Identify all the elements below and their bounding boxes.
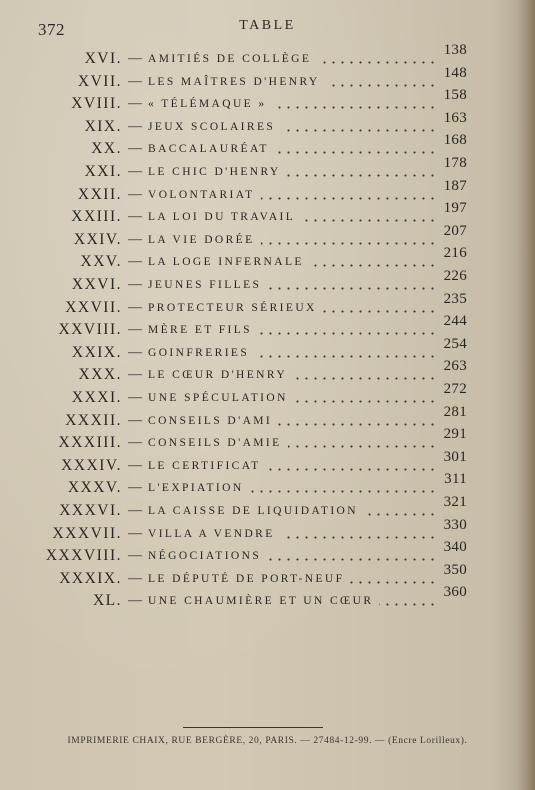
dot-leader: [287, 174, 437, 177]
chapter-page-number: 226: [443, 268, 467, 284]
chapter-number: XL.: [92, 592, 122, 610]
chapter-page-number: 254: [443, 335, 467, 352]
chapter-page-number: 311: [444, 471, 467, 488]
chapter-number: XVIII.: [71, 95, 122, 113]
chapter-dash: —: [128, 118, 142, 134]
dot-leader: [261, 197, 437, 200]
chapter-page-number: 207: [443, 222, 467, 239]
chapter-number: XXV.: [80, 253, 122, 271]
chapter-dash: —: [128, 435, 142, 451]
chapter-title: LE CERTIFICAT: [148, 459, 261, 472]
chapter-number: XIX.: [84, 117, 122, 135]
chapter-dash: —: [128, 457, 142, 473]
chapter-number: XXII.: [77, 185, 122, 203]
chapter-number: XXXII.: [65, 411, 122, 429]
chapter-title: « TÉLÉMAQUE »: [148, 98, 267, 111]
chapter-number: XXXV.: [67, 479, 122, 497]
chapter-number: XXIX.: [71, 343, 122, 361]
chapter-dash: —: [128, 412, 142, 428]
chapter-dash: —: [128, 73, 142, 89]
chapter-page-number: 187: [443, 177, 467, 194]
chapter-page-number: 263: [443, 358, 467, 375]
dot-leader: [364, 513, 437, 516]
chapter-number: XXXIV.: [61, 456, 122, 474]
chapter-dash: —: [128, 299, 142, 315]
chapter-page-number: 272: [443, 381, 467, 397]
chapter-page-number: 301: [443, 448, 467, 465]
chapter-page-number: 340: [443, 539, 467, 556]
chapter-dash: —: [128, 367, 142, 383]
chapter-dash: —: [128, 390, 142, 405]
dot-leader: [310, 264, 437, 267]
chapter-dash: —: [128, 503, 142, 518]
chapter-dash: —: [128, 570, 142, 586]
chapter-dash: —: [128, 186, 142, 202]
chapter-number: XVII.: [77, 72, 122, 90]
chapter-dash: —: [128, 593, 142, 609]
chapter-title: LA CAISSE DE LIQUIDATION: [148, 505, 358, 517]
chapter-page-number: 360: [443, 584, 467, 601]
chapter-number: XXXVI.: [59, 502, 122, 519]
chapter-page-number: 148: [443, 64, 467, 81]
chapter-number: XXIV.: [73, 230, 122, 248]
chapter-title: LA VIE DORÉE: [148, 233, 255, 246]
dot-leader: [294, 400, 437, 403]
footer-rule: [183, 727, 323, 728]
chapter-title: UNE CHAUMIÈRE ET UN CŒUR: [148, 595, 374, 608]
chapter-title: LES MAÎTRES D'HENRY: [148, 75, 320, 88]
chapter-title: UNE SPÉCULATION: [148, 392, 288, 404]
chapter-number: XXXVIII.: [45, 547, 122, 565]
chapter-page-number: 330: [443, 516, 467, 533]
dot-leader: [267, 287, 437, 290]
chapter-dash: —: [128, 209, 142, 225]
dot-leader: [301, 219, 437, 222]
dot-leader: [278, 423, 437, 426]
dot-leader: [281, 129, 437, 132]
chapter-page-number: 163: [443, 109, 467, 126]
chapter-page-number: 158: [443, 87, 467, 104]
chapter-page-number: 291: [443, 426, 467, 443]
chapter-page-number: 197: [443, 200, 467, 217]
printer-imprint: IMPRIMERIE CHAIX, RUE BERGÈRE, 20, PARIS. — 27484-12-99. — (Encre Lorilleux).: [67, 736, 468, 746]
chapter-number: XXVI.: [71, 276, 122, 293]
dot-leader: [350, 581, 437, 584]
chapter-dash: —: [128, 322, 142, 338]
chapter-dash: —: [128, 254, 142, 270]
chapter-title: CONSEILS D'AMI: [148, 414, 273, 427]
chapter-number: XXXVII.: [52, 524, 122, 542]
chapter-number: XXXI.: [71, 389, 122, 406]
dot-leader: [250, 490, 437, 493]
dot-leader: [261, 242, 437, 245]
chapter-page-number: 216: [443, 245, 467, 262]
chapter-dash: —: [128, 548, 142, 564]
chapter-number: XXIII.: [71, 208, 122, 226]
dot-leader: [288, 445, 437, 448]
chapter-dash: —: [128, 231, 142, 247]
chapter-title: JEUX SCOLAIRES: [148, 120, 276, 133]
chapter-dash: —: [128, 164, 142, 179]
dot-leader: [323, 310, 437, 313]
chapter-page-number: 350: [443, 561, 467, 578]
chapter-number: XX.: [91, 140, 122, 158]
chapter-page-number: 321: [443, 494, 467, 510]
chapter-dash: —: [128, 277, 142, 292]
chapter-title: VOLONTARIAT: [148, 188, 255, 201]
chapter-title: LA LOI DU TRAVAIL: [148, 211, 296, 224]
chapter-page-number: 281: [443, 403, 467, 420]
page-number: 372: [38, 20, 65, 39]
dot-leader: [379, 603, 437, 606]
dot-leader: [255, 355, 437, 358]
dot-leader: [258, 332, 437, 335]
chapter-number: XXVII.: [65, 298, 122, 316]
chapter-number: XXXIX.: [59, 569, 122, 587]
toc-entry: [0, 584, 535, 612]
dot-leader: [281, 536, 437, 539]
chapter-title: VILLA A VENDRE: [148, 527, 275, 540]
dot-leader: [273, 106, 437, 109]
running-head: TABLE: [239, 18, 296, 33]
chapter-page-number: 235: [443, 290, 467, 307]
chapter-title: BACCALAURÉAT: [148, 143, 269, 156]
chapter-title: NÉGOCIATIONS: [148, 550, 262, 563]
chapter-page-number: 138: [443, 42, 467, 58]
dot-leader: [293, 377, 437, 380]
chapter-number: XXXIII.: [58, 434, 122, 452]
chapter-number: XXX.: [78, 366, 122, 384]
chapter-dash: —: [128, 51, 142, 66]
chapter-page-number: 178: [443, 155, 467, 171]
chapter-number: XVI.: [84, 50, 122, 67]
chapter-title: GOINFRERIES: [148, 346, 250, 359]
chapter-title: PROTECTEUR SÉRIEUX: [148, 301, 317, 314]
chapter-dash: —: [128, 344, 142, 360]
chapter-title: JEUNES FILLES: [148, 279, 262, 291]
chapter-number: XXVIII.: [58, 321, 122, 339]
chapter-dash: —: [128, 141, 142, 157]
dot-leader: [267, 468, 437, 471]
chapter-title: LE CHIC D'HENRY: [148, 166, 281, 178]
chapter-number: XXI.: [84, 163, 122, 180]
chapter-title: CONSEILS D'AMIE: [148, 437, 282, 450]
dot-leader: [267, 558, 437, 561]
chapter-page-number: 244: [443, 313, 467, 330]
dot-leader: [326, 84, 437, 87]
chapter-title: LE CŒUR D'HENRY: [148, 369, 288, 382]
chapter-title: LE DÉPUTÉ DE PORT-NEUF: [148, 572, 345, 585]
chapter-title: LA LOGE INFERNALE: [148, 256, 304, 269]
dot-leader: [317, 61, 437, 64]
chapter-dash: —: [128, 525, 142, 541]
chapter-dash: —: [128, 480, 142, 496]
chapter-page-number: 168: [443, 132, 467, 149]
chapter-title: MÈRE ET FILS: [148, 324, 252, 337]
chapter-title: L'EXPIATION: [148, 482, 244, 495]
chapter-dash: —: [128, 96, 142, 112]
dot-leader: [275, 151, 437, 154]
chapter-title: AMITIÉS DE COLLÈGE: [148, 53, 312, 65]
